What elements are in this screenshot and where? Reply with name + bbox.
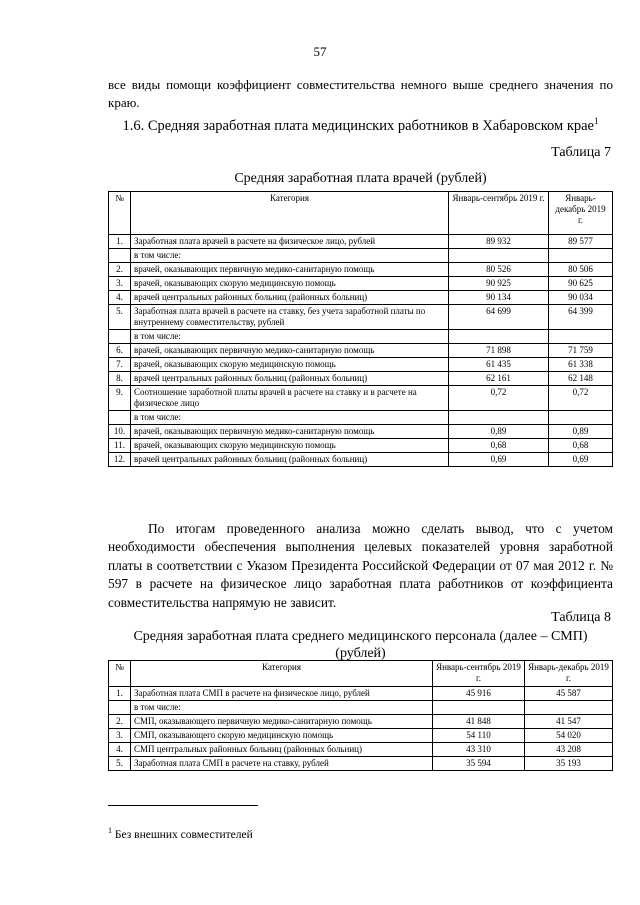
- jan-sep-value-cell: 45 916: [433, 687, 525, 701]
- table-row: [109, 291, 613, 305]
- jan-dec-value-cell: 41 547: [525, 715, 613, 729]
- page-number: 57: [313, 44, 327, 59]
- table-row: [109, 729, 613, 743]
- jan-dec-value-cell: 64 399: [549, 305, 613, 330]
- row-number-cell: 2.: [109, 263, 131, 277]
- jan-dec-value-cell: 45 587: [525, 687, 613, 701]
- jan-dec-value-cell: 62 148: [549, 372, 613, 386]
- jan-dec-value-cell: 71 759: [549, 344, 613, 358]
- table-row: [109, 235, 613, 249]
- table-row: [109, 358, 613, 372]
- jan-sep-value-cell: 35 594: [433, 757, 525, 771]
- category-cell: врачей центральных районных больниц (районных больниц): [131, 453, 449, 467]
- jan-dec-value-cell: [549, 330, 613, 344]
- category-cell: врачей, оказывающих первичную медико-санитарную помощь: [131, 344, 449, 358]
- row-number-cell: [109, 330, 131, 344]
- jan-sep-value-cell: 90 925: [449, 277, 549, 291]
- jan-dec-value-cell: 0,69: [549, 453, 613, 467]
- table-row: [109, 372, 613, 386]
- category-cell: врачей, оказывающих скорую медицинскую помощь: [131, 277, 449, 291]
- row-number-cell: 3.: [109, 729, 131, 743]
- category-cell: в том числе:: [131, 411, 449, 425]
- table-row: [109, 715, 613, 729]
- row-number-cell: [109, 249, 131, 263]
- footnote: [108, 826, 253, 841]
- row-number-cell: 6.: [109, 344, 131, 358]
- jan-sep-value-cell: [449, 330, 549, 344]
- table-8-label: Таблица 8: [551, 610, 611, 625]
- row-number-cell: 5.: [109, 757, 131, 771]
- row-number-cell: 12.: [109, 453, 131, 467]
- category-cell: в том числе:: [131, 330, 449, 344]
- table-8: [108, 660, 613, 771]
- table-8-header-row: [109, 661, 613, 687]
- row-number-cell: 2.: [109, 715, 131, 729]
- row-number-cell: 1.: [109, 687, 131, 701]
- table-row: [109, 330, 613, 344]
- column-header-category: Категория: [131, 192, 449, 235]
- column-header-number: №: [109, 661, 131, 687]
- column-header-jan-sep: Январь-сентябрь 2019 г.: [449, 192, 549, 235]
- row-number-cell: 3.: [109, 277, 131, 291]
- table-8-title: Средняя заработная плата среднего медицинского персонала (далее – СМП) (рублей): [133, 629, 588, 661]
- column-header-jan-sep: Январь-сентябрь 2019 г.: [433, 661, 525, 687]
- jan-sep-value-cell: 62 161: [449, 372, 549, 386]
- jan-sep-value-cell: 89 932: [449, 235, 549, 249]
- table-row: [109, 263, 613, 277]
- jan-sep-value-cell: 41 848: [433, 715, 525, 729]
- row-number-cell: 8.: [109, 372, 131, 386]
- row-number-cell: 11.: [109, 439, 131, 453]
- row-number-cell: 9.: [109, 386, 131, 411]
- section-title-text: 1.6. Средняя заработная плата медицинских работников в Хабаровском крае: [122, 117, 594, 134]
- jan-dec-value-cell: 0,72: [549, 386, 613, 411]
- category-cell: врачей центральных районных больниц (районных больниц): [131, 372, 449, 386]
- jan-sep-value-cell: 54 110: [433, 729, 525, 743]
- jan-sep-value-cell: 0,72: [449, 386, 549, 411]
- jan-dec-value-cell: 54 020: [525, 729, 613, 743]
- table-row: [109, 439, 613, 453]
- jan-sep-value-cell: 71 898: [449, 344, 549, 358]
- jan-dec-value-cell: [549, 249, 613, 263]
- category-cell: врачей центральных районных больниц (районных больниц): [131, 291, 449, 305]
- category-cell: в том числе:: [131, 701, 433, 715]
- table-7-label: Таблица 7: [551, 145, 611, 160]
- footnote-reference: 1: [593, 116, 599, 126]
- column-header-number: №: [109, 192, 131, 235]
- table-row: [109, 277, 613, 291]
- table-row: [109, 249, 613, 263]
- section-title: [108, 112, 613, 136]
- jan-sep-value-cell: [449, 249, 549, 263]
- jan-dec-value-cell: 35 193: [525, 757, 613, 771]
- jan-sep-value-cell: [449, 411, 549, 425]
- jan-sep-value-cell: 43 310: [433, 743, 525, 757]
- jan-sep-value-cell: 0,69: [449, 453, 549, 467]
- jan-dec-value-cell: 0,89: [549, 425, 613, 439]
- footnote-mark: 1: [108, 826, 112, 835]
- row-number-cell: 5.: [109, 305, 131, 330]
- jan-dec-value-cell: 61 338: [549, 358, 613, 372]
- table-row: [109, 757, 613, 771]
- jan-sep-value-cell: [433, 701, 525, 715]
- jan-dec-value-cell: 90 034: [549, 291, 613, 305]
- category-cell: СМП центральных районных больниц (районных больниц): [131, 743, 433, 757]
- column-header-jan-dec: Январь-декабрь 2019 г.: [549, 192, 613, 235]
- category-cell: врачей, оказывающих скорую медицинскую помощь: [131, 439, 449, 453]
- category-cell: Соотношение заработной платы врачей в расчете на ставку и в расчете на физическое лицо: [131, 386, 449, 411]
- table-row: [109, 425, 613, 439]
- category-cell: врачей, оказывающих первичную медико-санитарную помощь: [131, 263, 449, 277]
- jan-sep-value-cell: 90 134: [449, 291, 549, 305]
- table-row: [109, 386, 613, 411]
- row-number-cell: 10.: [109, 425, 131, 439]
- table-row: [109, 305, 613, 330]
- row-number-cell: 4.: [109, 743, 131, 757]
- jan-dec-value-cell: 90 625: [549, 277, 613, 291]
- category-cell: в том числе:: [131, 249, 449, 263]
- jan-dec-value-cell: 80 506: [549, 263, 613, 277]
- table-row: [109, 687, 613, 701]
- row-number-cell: [109, 411, 131, 425]
- table-row: [109, 743, 613, 757]
- column-header-category: Категория: [131, 661, 433, 687]
- analysis-paragraph: [108, 520, 613, 612]
- row-number-cell: 1.: [109, 235, 131, 249]
- jan-dec-value-cell: [549, 411, 613, 425]
- jan-sep-value-cell: 0,68: [449, 439, 549, 453]
- jan-dec-value-cell: 0,68: [549, 439, 613, 453]
- category-cell: Заработная плата врачей в расчете на ставку, без учета заработной платы по внутреннему совместительству, рублей: [131, 305, 449, 330]
- column-header-jan-dec: Январь-декабрь 2019 г.: [525, 661, 613, 687]
- footnote-text: Без внешних совместителей: [114, 828, 253, 841]
- row-number-cell: [109, 701, 131, 715]
- category-cell: Заработная плата врачей в расчете на физическое лицо, рублей: [131, 235, 449, 249]
- category-cell: врачей, оказывающих первичную медико-санитарную помощь: [131, 425, 449, 439]
- category-cell: врачей, оказывающих скорую медицинскую помощь: [131, 358, 449, 372]
- intro-paragraph: все виды помощи коэффициент совместительства немного выше среднего значения по краю.: [108, 77, 613, 110]
- analysis-text: По итогам проведенного анализа можно сделать вывод, что с учетом необходимости обеспечения выполнения целевых показателей уровня заработной платы в соответствии с Указом Президента Российской Федерации от 07 мая 2012 г. № 597 в расчете на физическое лицо заработная плата работников от коэффициента совместительства напрямую не зависит.: [108, 521, 613, 610]
- table-row: [109, 344, 613, 358]
- category-cell: СМП, оказывающего скорую медицинскую помощь: [131, 729, 433, 743]
- footnote-divider: [108, 805, 258, 806]
- jan-sep-value-cell: 80 526: [449, 263, 549, 277]
- table-row: [109, 453, 613, 467]
- row-number-cell: 7.: [109, 358, 131, 372]
- jan-sep-value-cell: 0,89: [449, 425, 549, 439]
- row-number-cell: 4.: [109, 291, 131, 305]
- jan-dec-value-cell: [525, 701, 613, 715]
- table-7: [108, 191, 613, 467]
- table-row: [109, 411, 613, 425]
- jan-dec-value-cell: 43 208: [525, 743, 613, 757]
- table-row: [109, 701, 613, 715]
- jan-dec-value-cell: 89 577: [549, 235, 613, 249]
- category-cell: Заработная плата СМП в расчете на ставку, рублей: [131, 757, 433, 771]
- table-7-header-row: [109, 192, 613, 235]
- jan-sep-value-cell: 64 699: [449, 305, 549, 330]
- jan-sep-value-cell: 61 435: [449, 358, 549, 372]
- table-7-title: Средняя заработная плата врачей (рублей): [234, 171, 487, 186]
- category-cell: Заработная плата СМП в расчете на физическое лицо, рублей: [131, 687, 433, 701]
- category-cell: СМП, оказывающего первичную медико-санитарную помощь: [131, 715, 433, 729]
